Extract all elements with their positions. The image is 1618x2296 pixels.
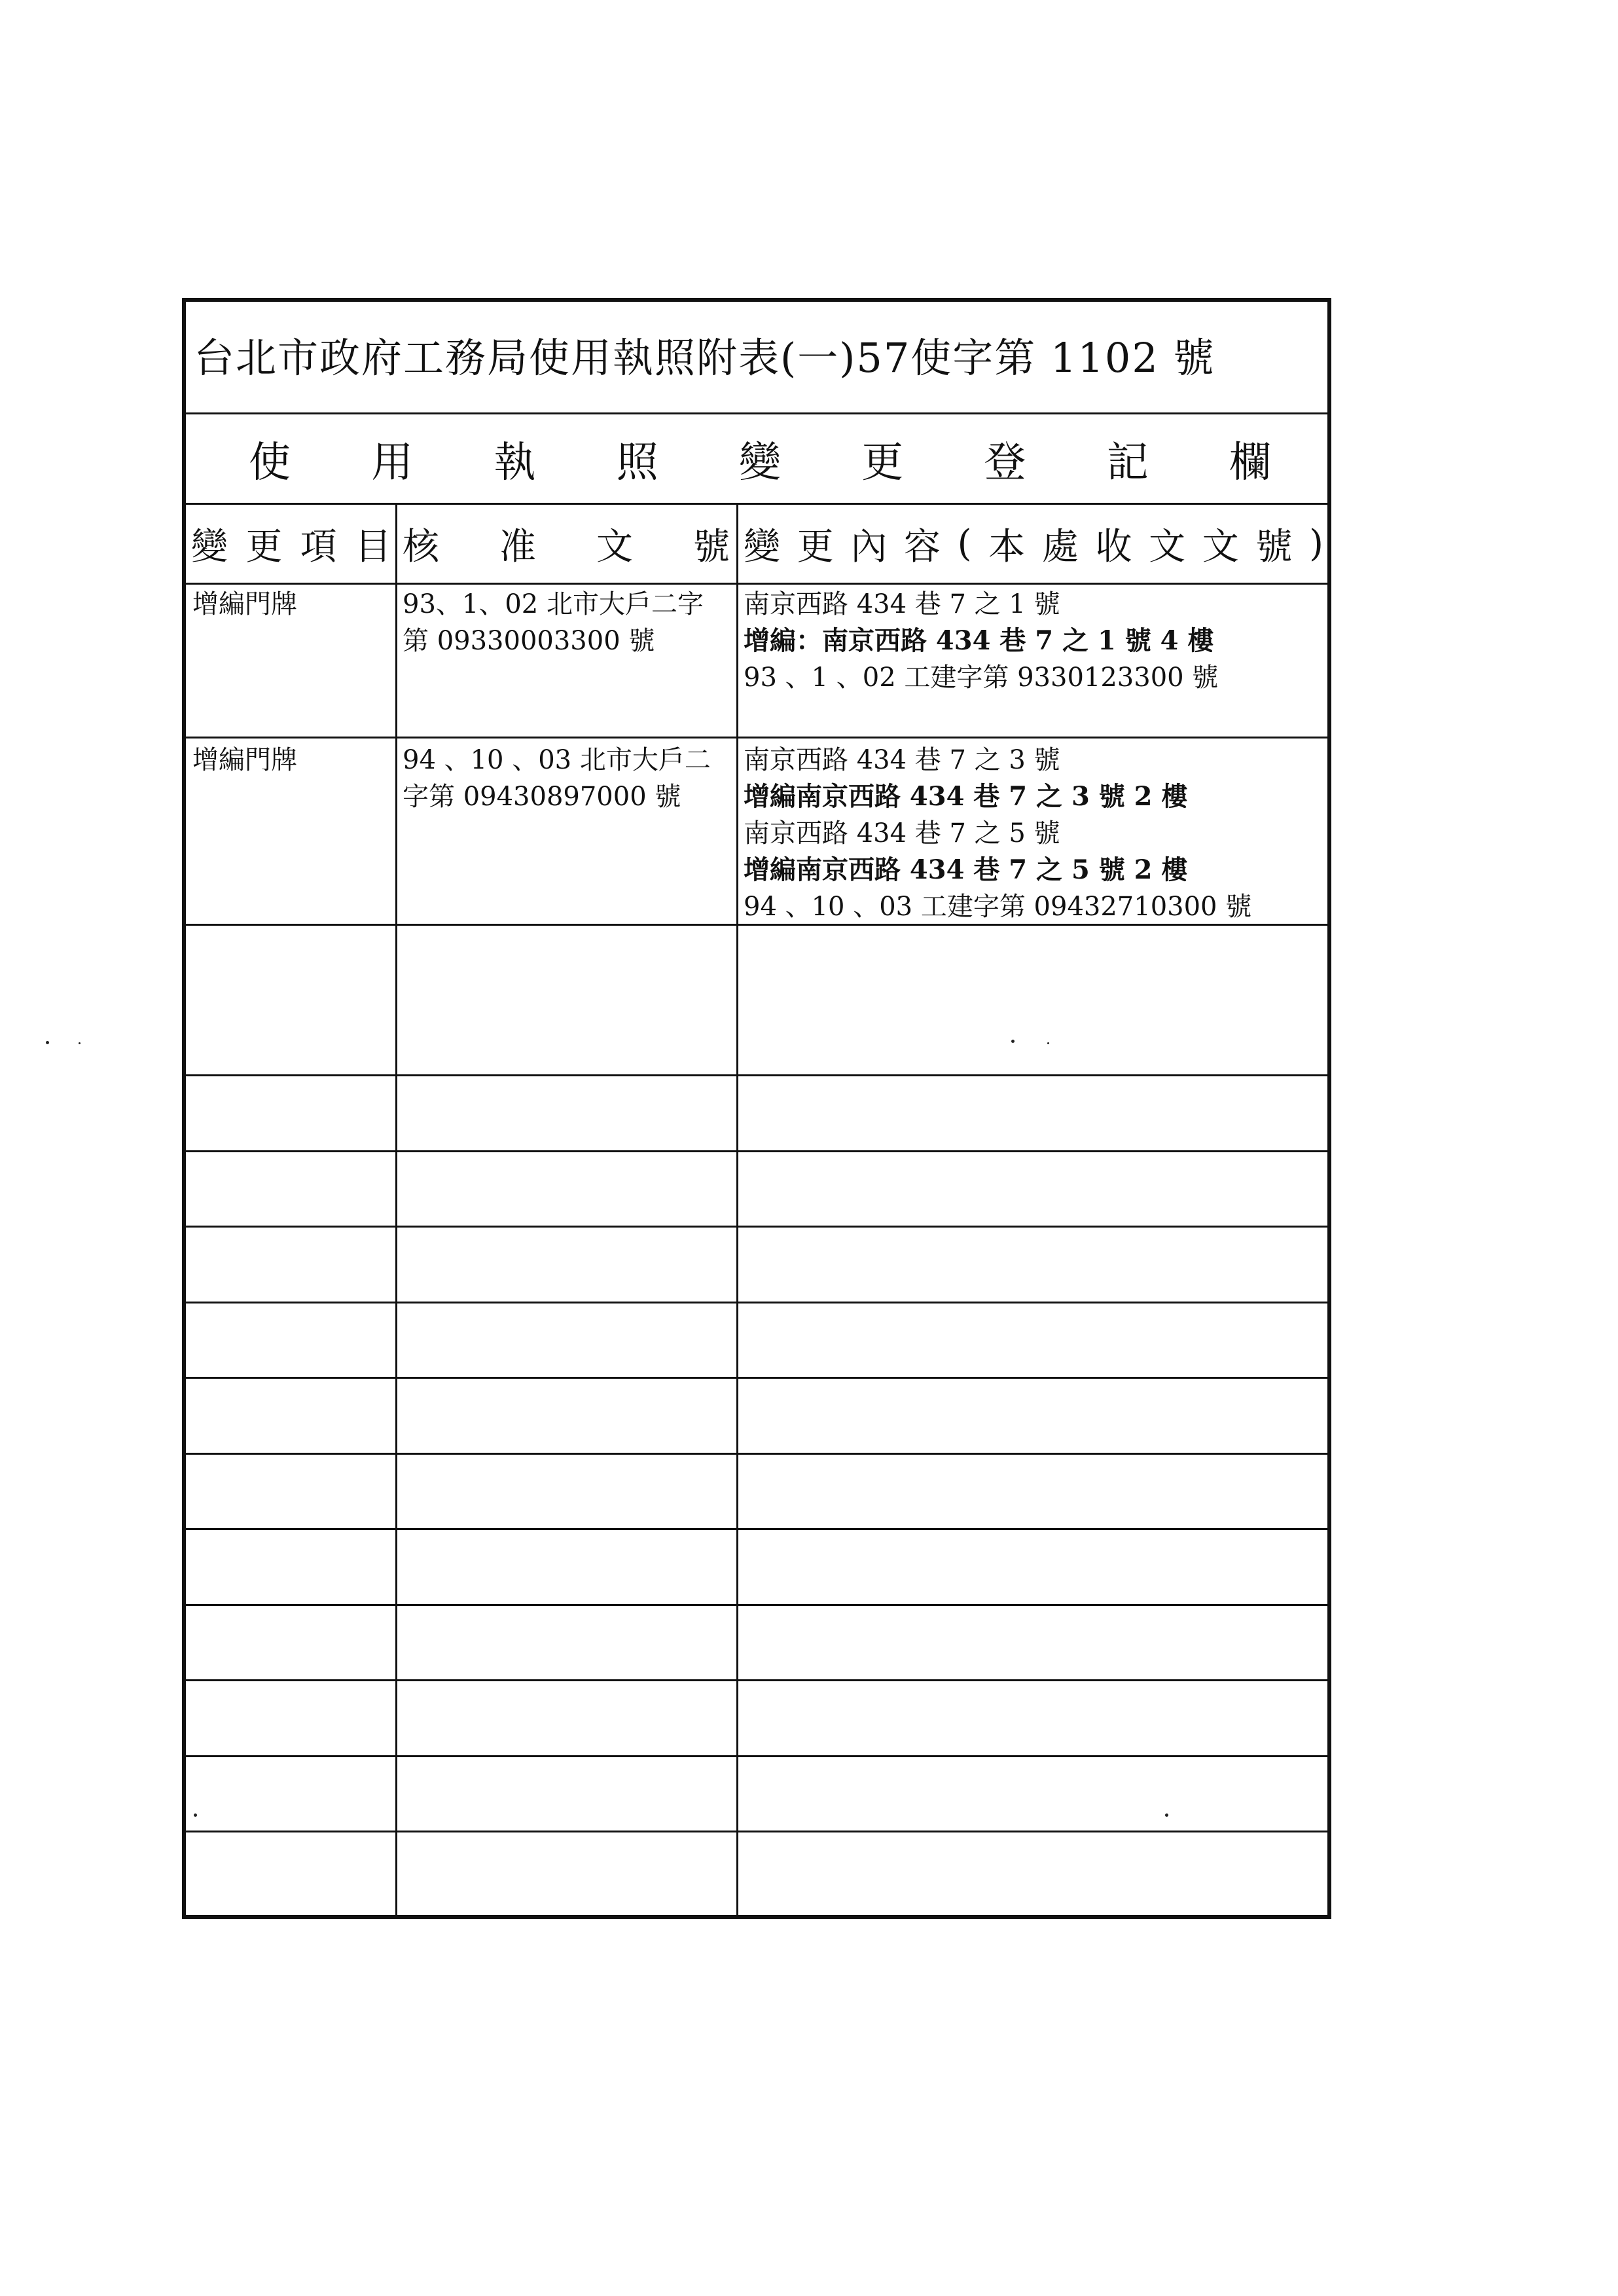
content-line: 南京西路 434 巷 7 之 1 號 — [744, 589, 1060, 619]
column-header-char: 文 — [596, 525, 633, 568]
column-header-approval — [397, 505, 736, 585]
column-header-char: 更 — [245, 525, 283, 568]
approval-line: 93、1、02 北市大戶二字 — [403, 589, 704, 619]
scan-speck — [1047, 1042, 1049, 1044]
heading-char: 變 — [739, 438, 781, 487]
heading-char: 登 — [984, 438, 1026, 487]
row-divider — [186, 1679, 1327, 1681]
entry-content — [740, 740, 1329, 926]
entry-item-text: 增編門牌 — [192, 589, 297, 619]
scan-speck — [46, 1041, 49, 1044]
row-divider — [186, 737, 1327, 738]
scan-speck — [1011, 1040, 1015, 1043]
row-divider — [186, 1377, 1327, 1379]
row-divider — [186, 1302, 1327, 1303]
row-divider — [186, 1150, 1327, 1152]
column-header-char: 容 — [903, 525, 941, 568]
column-divider — [395, 505, 397, 1915]
heading-char: 記 — [1106, 438, 1149, 487]
scan-speck — [1165, 1813, 1168, 1817]
column-header-content — [738, 505, 1327, 585]
entry-content — [740, 585, 1329, 697]
content-line: 南京西路 434 巷 7 之 3 號 — [744, 745, 1060, 775]
column-header-char: 核 — [403, 525, 439, 568]
content-line: 增編：南京西路 434 巷 7 之 1 號 4 樓 — [744, 625, 1214, 656]
approval-line: 字第 09430897000 號 — [403, 782, 681, 812]
column-header-char: 更 — [797, 525, 834, 568]
content-line: 94 、10 、03 工建字第 09432710300 號 — [744, 892, 1252, 922]
row-divider — [186, 1453, 1327, 1455]
column-header-char: 內 — [850, 525, 888, 568]
row-divider — [186, 1831, 1327, 1832]
content-line: 增編南京西路 434 巷 7 之 5 號 2 樓 — [744, 854, 1188, 885]
column-header-item — [186, 505, 395, 585]
column-header-char: 文 — [1202, 525, 1239, 568]
column-header-char: 處 — [1041, 525, 1079, 568]
heading-char: 更 — [861, 438, 904, 487]
registration-form — [182, 298, 1331, 1919]
column-header-char: ( — [957, 522, 972, 565]
content-line: 南京西路 434 巷 7 之 5 號 — [744, 818, 1060, 848]
row-divider — [186, 1604, 1327, 1606]
entry-item-text: 增編門牌 — [192, 745, 297, 775]
column-header-char: 變 — [191, 525, 228, 568]
row-divider — [186, 1074, 1327, 1076]
heading-char: 照 — [616, 438, 658, 487]
heading-char: 執 — [494, 438, 536, 487]
entry-item — [189, 740, 394, 780]
section-heading — [186, 414, 1327, 505]
entry-item — [189, 585, 394, 624]
column-header-char: ) — [1309, 522, 1323, 565]
approval-line: 94 、10 、03 北市大戶二 — [403, 745, 711, 775]
column-header-char: 目 — [354, 525, 391, 568]
entry-approval — [399, 585, 735, 661]
content-line: 93 、1 、02 工建字第 9330123300 號 — [744, 663, 1219, 693]
column-header-char: 文 — [1149, 525, 1186, 568]
scan-speck — [194, 1813, 197, 1817]
row-divider — [186, 1528, 1327, 1530]
heading-char: 使 — [249, 438, 291, 487]
row-divider — [186, 1226, 1327, 1228]
column-header-char: 本 — [988, 525, 1026, 568]
form-title: 台北市政府工務局使用執照附表(一)57使字第 1102 號 — [186, 302, 1327, 414]
scan-speck — [79, 1042, 81, 1044]
heading-char: 欄 — [1229, 438, 1271, 487]
entry-approval — [399, 740, 735, 816]
column-header-char: 准 — [499, 525, 536, 568]
column-header-char: 號 — [1255, 525, 1293, 568]
row-divider — [186, 1755, 1327, 1757]
approval-line: 第 09330003300 號 — [403, 626, 655, 656]
column-header-char: 號 — [693, 525, 730, 568]
column-header-char: 收 — [1095, 525, 1132, 568]
column-divider — [736, 505, 738, 1915]
column-header-char: 變 — [744, 525, 780, 568]
column-header-char: 項 — [300, 525, 337, 568]
content-line: 增編南京西路 434 巷 7 之 3 號 2 樓 — [744, 781, 1188, 812]
heading-char: 用 — [371, 438, 414, 487]
